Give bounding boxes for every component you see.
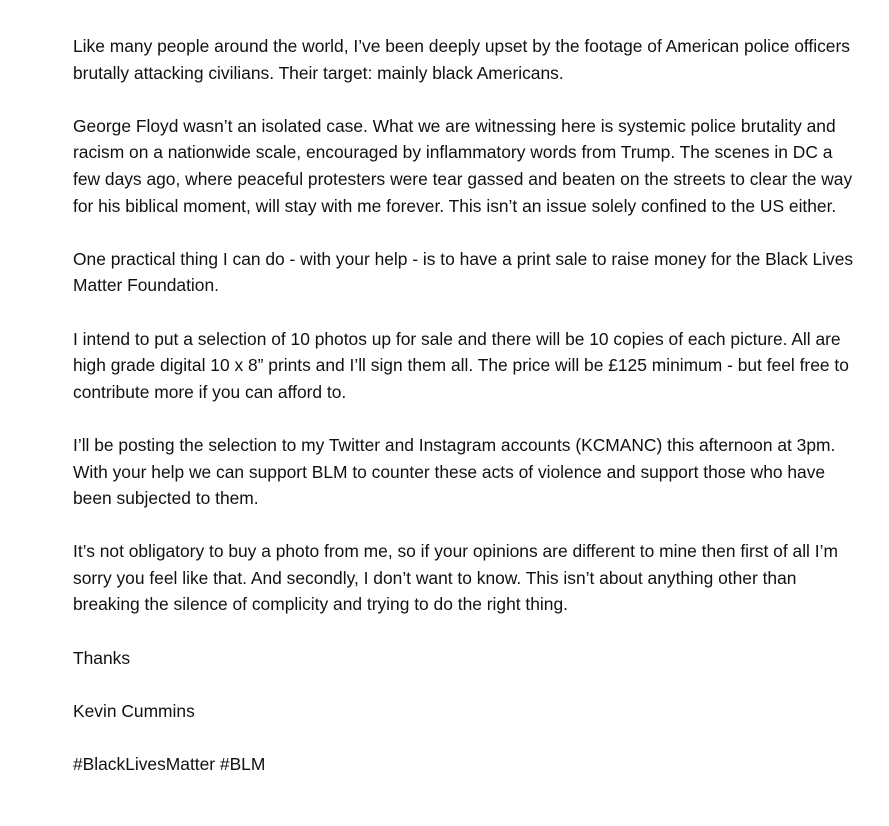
paragraph-disclaimer: It’s not obligatory to buy a photo from me, so if your opinions are different to mine then first of all I’m sorry you feel like that. And secondly, I don’t want to know. This isn’t about anything other than breaking the silence of complicity and trying to do the right thing. [73, 541, 838, 615]
letter-body [73, 33, 863, 778]
paragraph-print-sale: One practical thing I can do - with your help - is to have a print sale to raise money for the Black Lives Matter Foundation. [73, 248, 854, 296]
paragraph-posting-info: I’ll be posting the selection to my Twitter and Instagram accounts (KCMANC) this afternoon at 3pm. With your help we can support BLM to counter these acts of violence and support those who have been subjected to them. [73, 434, 836, 509]
paragraph-george-floyd: George Floyd wasn’t an isolated case. What we are witnessing here is systemic police brutality and racism on a nationwide scale, encouraged by inflammatory words from Trump. The scenes in DC a few days ago, where peaceful protesters were tear gassed and beaten on the streets to clear the way for his biblical moment, will stay with me forever. This isn’t an issue solely confined to the US either. [73, 115, 853, 216]
signature-name: Kevin Cummins [73, 700, 195, 721]
closing-text: Thanks [73, 647, 131, 668]
hashtags-text: #BlackLivesMatter #BLM [73, 754, 266, 775]
paragraph-intro: Like many people around the world, I’ve been deeply upset by the footage of American police officers brutally attacking civilians. Their target: mainly black Americans. [73, 36, 850, 83]
paragraph-print-details: I intend to put a selection of 10 photos up for sale and there will be 10 copies of each picture. All are high grade digital 10 x 8” prints and I’ll sign them all. The price will be £125 minimum - but feel free to contribute more if you can afford to. [73, 328, 849, 402]
